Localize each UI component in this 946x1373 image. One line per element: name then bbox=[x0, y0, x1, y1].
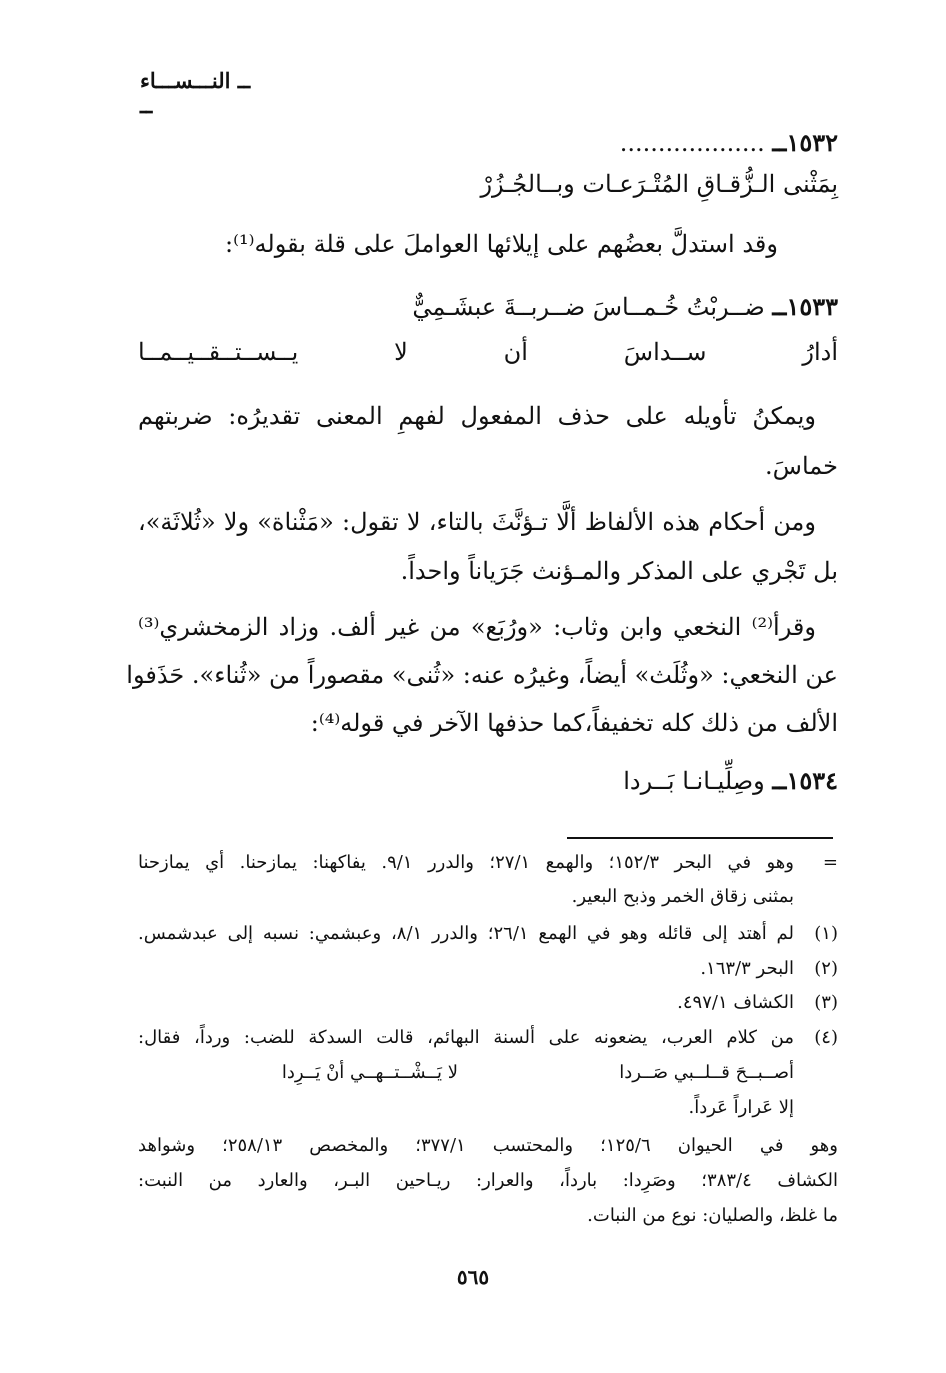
footnote-tail-line3: ما غلظ، والصليان: نوع من النبات. bbox=[587, 1205, 838, 1226]
footnote-4-verse bbox=[138, 1062, 838, 1088]
paragraph-tawil-line1: ويمكنُ تأويله على حذف المفعول لفهمِ المعنى تقديرُه: ضربتهم bbox=[138, 402, 816, 430]
running-head: ــ النـــســـاء ــ bbox=[140, 68, 251, 118]
footnote-4-mark: (٤) bbox=[814, 1027, 838, 1048]
footnote-3 bbox=[138, 992, 838, 1018]
verse-ellipsis: ................... bbox=[619, 129, 765, 157]
footnote-3-mark: (٣) bbox=[814, 992, 838, 1013]
footnote-4-line1: من كلام العرب، يضعونه على ألسنة البهائم، قالت السدكة للضب: ورداً، فقال: bbox=[138, 1027, 794, 1048]
footnote-separator bbox=[567, 837, 833, 839]
footnote-continued-line2: بمثنى زقاق الخمر وذبح البعير. bbox=[571, 886, 794, 907]
footnote-4 bbox=[138, 1027, 838, 1053]
footnote-tail-line2: الكشاف ٣٨٣/٤؛ وصَرِدا: بارداً، والعرار: ريـاحين البـر، والعارد من النبت: bbox=[138, 1170, 839, 1191]
page-number: ٥٦٥ bbox=[456, 1265, 490, 1289]
footnote-1-text: لم أهتد إلى قائله وهو في الهمع ٢٦/١؛ والدرر ٨/١، وعبشمي: نسبه إلى عبدشمس. bbox=[138, 923, 794, 944]
footnote-4-verse-tail: إلا عَراراً عَرداً. bbox=[688, 1097, 794, 1118]
footnote-3-text: الكشاف ٤٩٧/١. bbox=[677, 992, 794, 1013]
verse-number-1533: ١٥٣٣ــ bbox=[772, 292, 838, 321]
footnote-continued bbox=[138, 852, 838, 878]
verse-1533-second-hemistich: أدارُ ســداسَ أن لا يــســتــقــيــمــا bbox=[138, 338, 838, 366]
paragraph-qira-line3: الألف من ذلك كله تخفيفاً،كما حذفها الآخر في قوله⁽⁴⁾: bbox=[310, 709, 838, 737]
footnote-continued-line1: وهو في البحر ١٥٢/٣؛ والهمع ٢٧/١؛ والدرر ٩/١. يفاكهنا: يمازحنا. أي يمازحنا bbox=[138, 852, 794, 873]
footnote-tail-line1: وهو في الحيوان ١٢٥/٦؛ والمحتسب ٣٧٧/١؛ والمخصص ٢٥٨/١٣؛ وشواهد bbox=[138, 1135, 838, 1156]
footnote-2 bbox=[138, 958, 838, 984]
footnote-1 bbox=[138, 923, 838, 949]
paragraph-ahkam-line2: بل تَجْري على المذكر والمـؤنث جَرَياناً واحداً. bbox=[400, 557, 838, 585]
footnote-2-mark: (٢) bbox=[814, 958, 838, 979]
verse-number-1534: ١٥٣٤ــ bbox=[772, 766, 838, 795]
footnote-continued-mark: = bbox=[822, 852, 838, 873]
footnote-continued-2 bbox=[138, 886, 838, 912]
footnote-2-text: البحر ١٦٣/٣. bbox=[700, 958, 794, 979]
footnote-1-mark: (١) bbox=[814, 923, 838, 944]
footnote-4-line3 bbox=[138, 1097, 838, 1123]
verse-number-1532: ١٥٣٢ــ bbox=[772, 128, 838, 157]
paragraph-tawil-line2: خماسَ. bbox=[765, 452, 838, 480]
paragraph-qira-line1: وقرأ⁽²⁾ النخعي وابن وثاب: «ورُبَع» من غير ألف. وزاد الزمخشري⁽³⁾ bbox=[138, 613, 816, 641]
verse-1533-line bbox=[138, 292, 838, 321]
verse-1532-line bbox=[138, 128, 838, 157]
paragraph-qira-line2: عن النخعي: «وثُلَث» أيضاً، وغيرُه عنه: «ثُنى» مقصوراً من «ثُناء». حَذَفوا bbox=[126, 661, 838, 689]
verse-1532-hemistich: بِمَثْنى الـزُّقـاقِ المُتْـرَعـات وبــالجُـزُرْ bbox=[480, 170, 838, 198]
verse-1534-line bbox=[138, 766, 838, 795]
paragraph-istidlal: وقد استدلَّ بعضُهم على إيلائها العواملَ على قلة بقوله⁽¹⁾: bbox=[225, 230, 778, 258]
footnote-4-verse-right: أصــبــحَ قــلــبي صَــردا bbox=[619, 1062, 794, 1083]
paragraph-ahkam-line1: ومن أحكام هذه الألفاظ ألَّا تـؤنَّثَ بالتاء، لا تقول: «مَثْناة» ولا «ثُلاثَة»، bbox=[138, 508, 816, 536]
verse-1533-first-hemistich: ضــربْتُ خُـمــاسَ ضــربــةَ عبشَـمِيٌّ bbox=[412, 293, 765, 321]
footnote-4-verse-left: لا يَــشْــتــهــي أنْ يَــرِدا bbox=[281, 1062, 458, 1083]
verse-1534-hemistich: وصِلِّيـانـا بَــردا bbox=[623, 767, 765, 795]
